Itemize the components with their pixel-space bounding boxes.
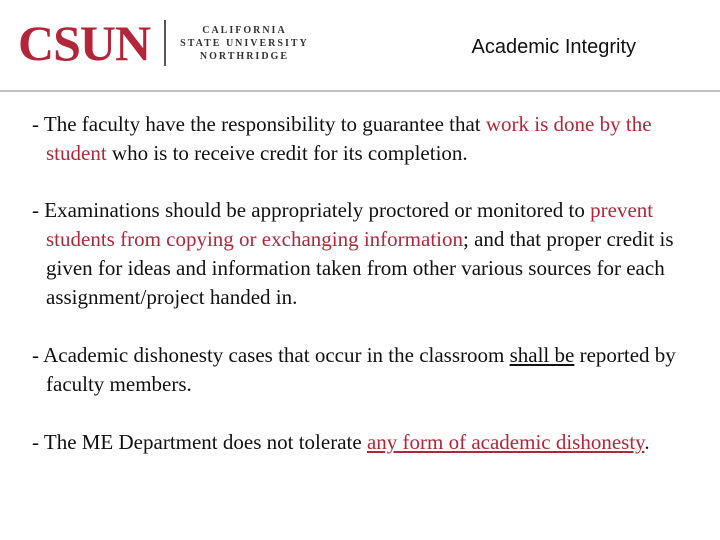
logo-line-3: NORTHRIDGE <box>199 50 289 62</box>
bullet-text: - Examinations should be appropriately proctored or monitored to <box>32 198 591 222</box>
logo-wordmark: CSUN <box>18 15 151 71</box>
bullet-text: - The ME Department does not tolerate <box>32 430 367 454</box>
bullet-text: - The faculty have the responsibility to guarantee that <box>32 112 486 136</box>
bullet-highlight: prevent students from copying or exchanging information <box>46 198 654 251</box>
bullet-highlight: any form of academic dishonesty <box>366 430 645 454</box>
slide-body <box>32 110 692 457</box>
csun-logo <box>18 15 309 71</box>
bullet-reporting <box>32 341 692 399</box>
logo-line-1: CALIFORNIA <box>202 24 287 36</box>
bullet-text: - Academic dishonesty cases that occur in the classroom <box>32 343 510 367</box>
bullet-text: . <box>644 430 650 454</box>
header-divider <box>0 90 720 92</box>
logo-line-2: STATE UNIVERSITY <box>180 37 309 49</box>
bullet-examinations <box>32 196 692 312</box>
bullet-underlined: shall be <box>509 343 575 367</box>
bullet-text: ; and that proper credit is given for ideas and information taken from other various sources for each assignment/project handed in. <box>46 227 674 309</box>
slide-header <box>0 0 720 92</box>
bullet-department-policy <box>32 428 692 457</box>
bullet-text: reported by faculty members. <box>46 343 676 396</box>
bullet-text: who is to receive credit for its completion. <box>106 141 468 165</box>
logo-subtitle <box>180 24 309 63</box>
bullet-highlight: work is done by the student <box>46 112 652 165</box>
logo-divider <box>164 20 166 66</box>
bullet-responsibility <box>32 110 692 168</box>
slide-title: Academic Integrity <box>471 36 636 58</box>
